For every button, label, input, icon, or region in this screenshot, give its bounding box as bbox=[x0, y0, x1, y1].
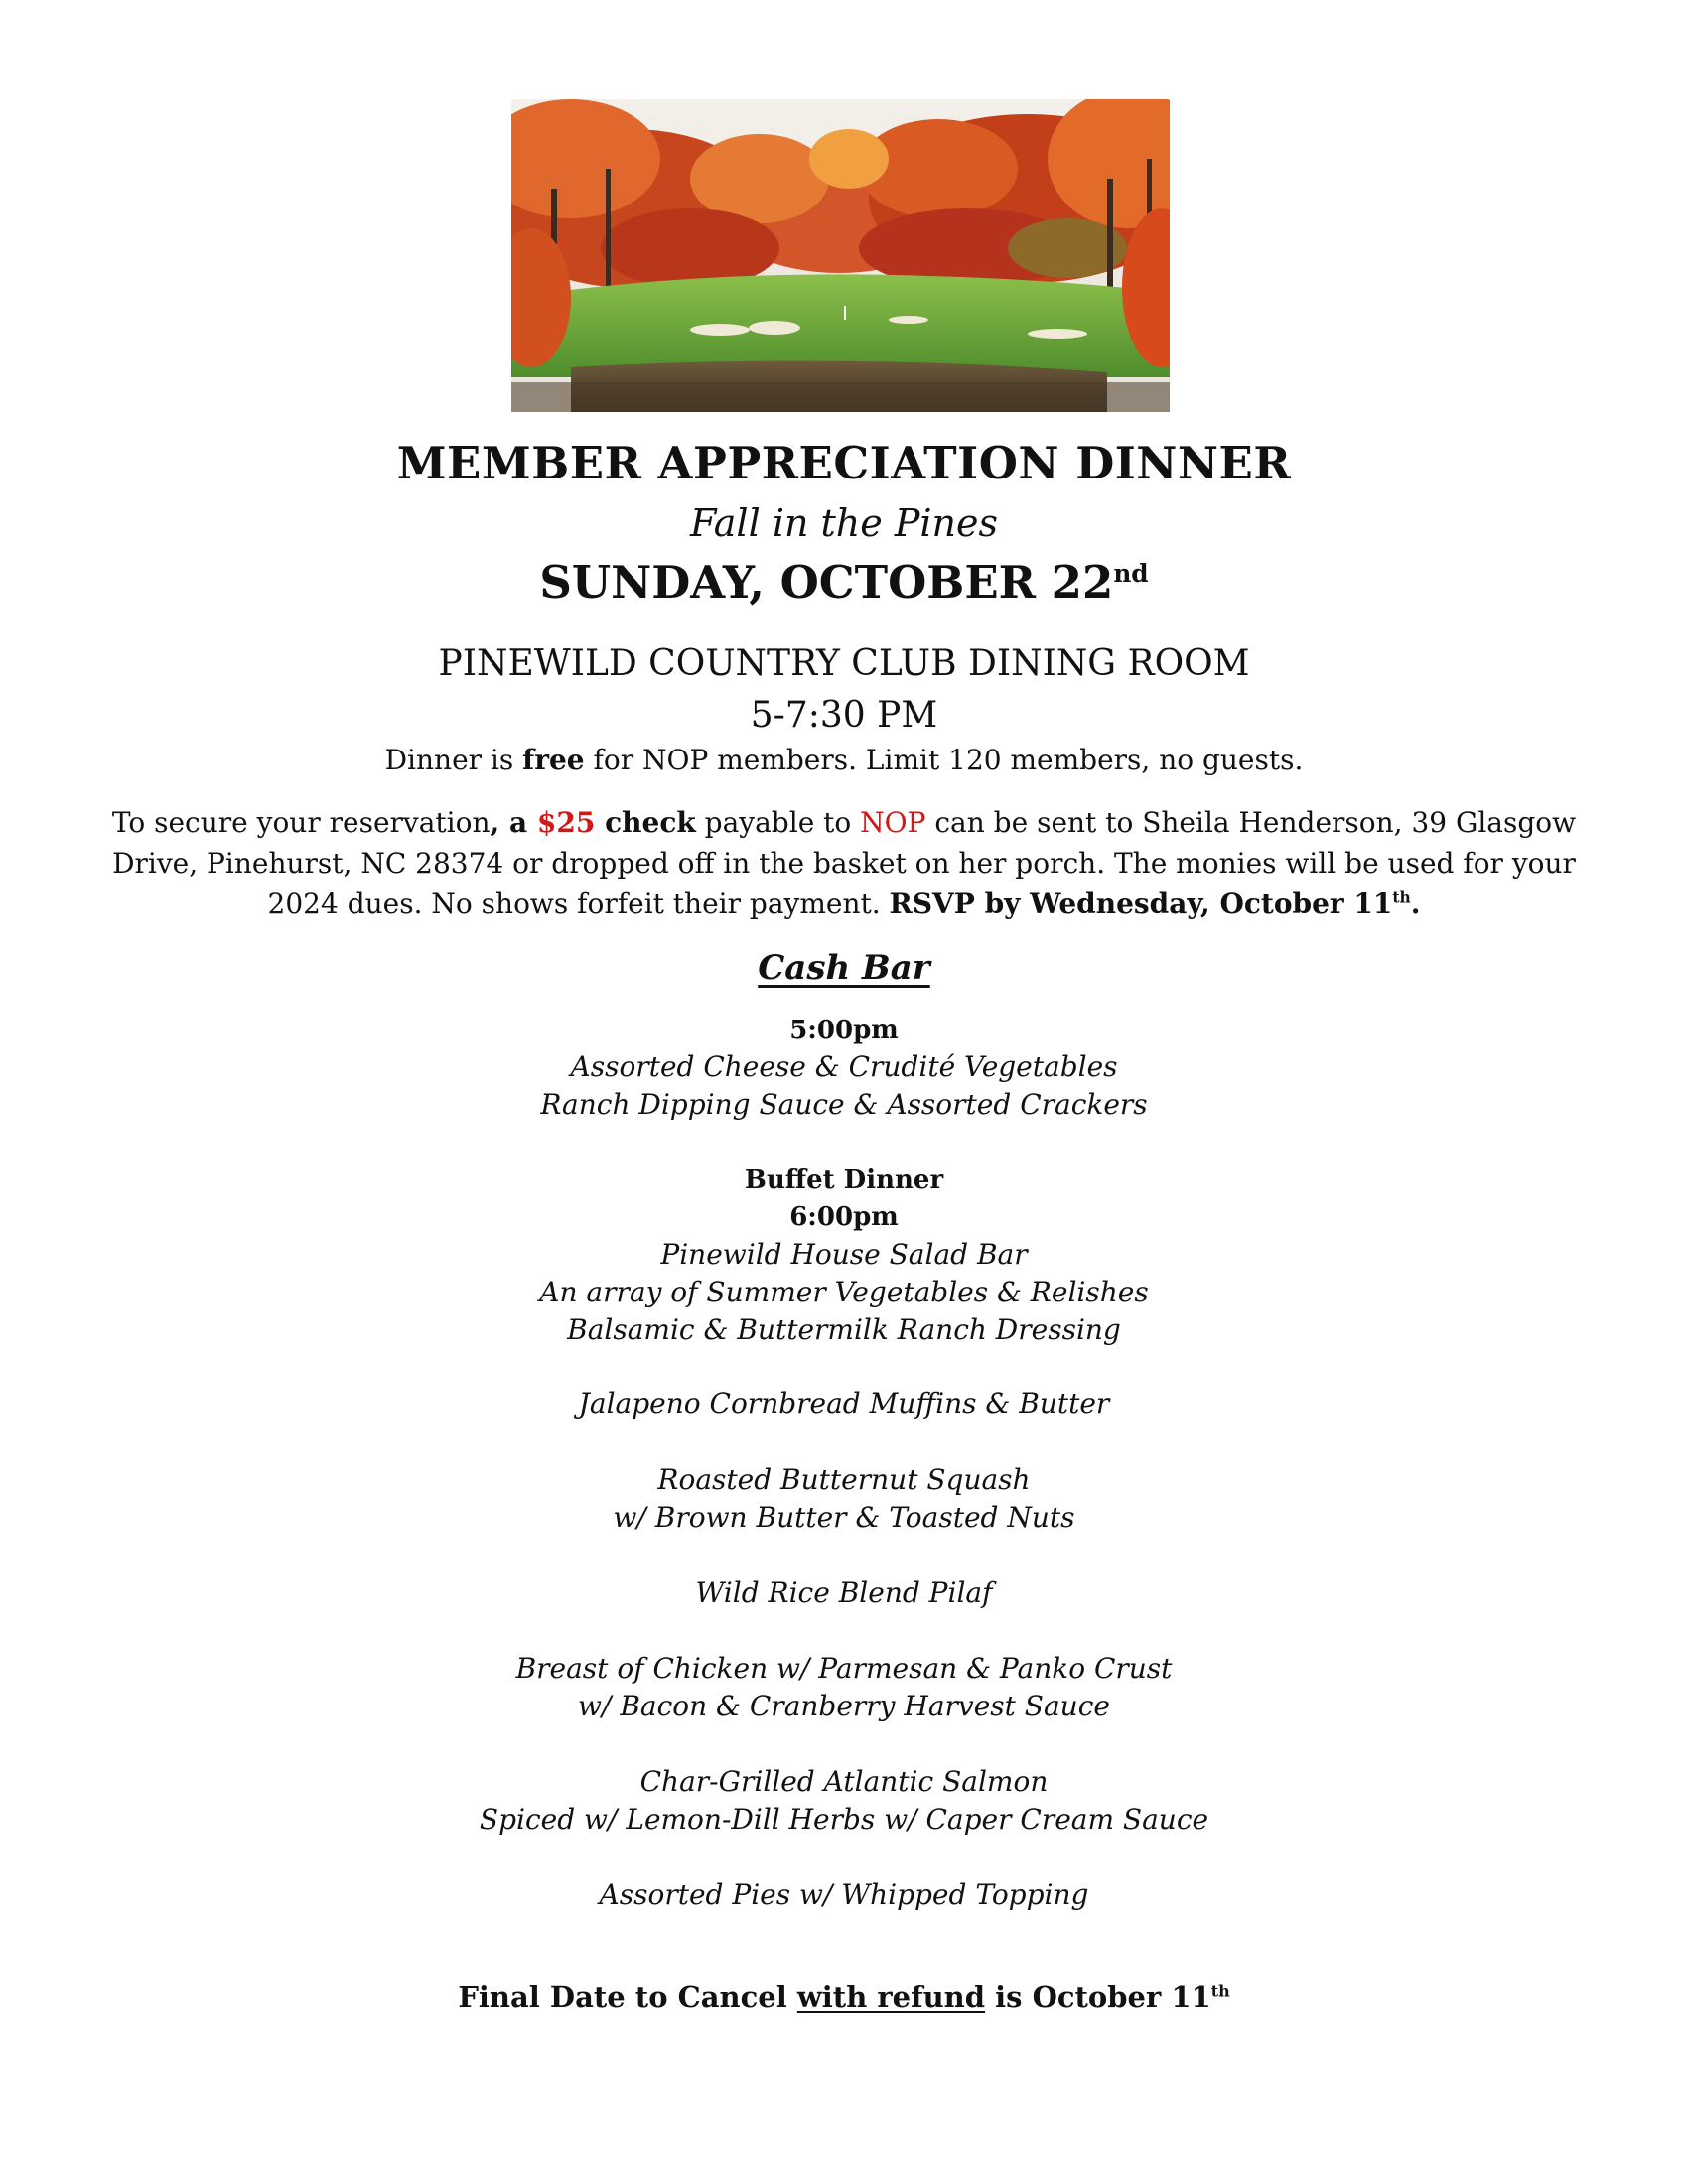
event-time: 5-7:30 PM bbox=[750, 695, 938, 736]
rsvp-end: . bbox=[1410, 887, 1421, 920]
menu-item: w/ Bacon & Cranberry Harvest Sauce bbox=[578, 1690, 1110, 1722]
footer-text-2: is October 11 bbox=[985, 1980, 1211, 2014]
venue-name: PINEWILD COUNTRY CLUB DINING ROOM bbox=[438, 643, 1250, 684]
reservation-text-5: can be sent to Sheila Henderson, 39 Glasgow Drive, Pinehurst, NC 28374 or dropped off in the basket on her porch. The monies will be used for your 2024 dues. No shows forfeit their payment. bbox=[112, 806, 1577, 920]
event-subtitle: Fall in the Pines bbox=[689, 501, 999, 545]
menu-item: Wild Rice Blend Pilaf bbox=[695, 1576, 993, 1609]
reservation-paragraph bbox=[109, 802, 1579, 924]
menu-item: Balsamic & Buttermilk Ranch Dressing bbox=[567, 1313, 1121, 1346]
event-date-text: SUNDAY, OCTOBER 22 bbox=[539, 556, 1114, 609]
menu-item: Assorted Cheese & Crudité Vegetables bbox=[570, 1050, 1118, 1083]
pricing-free: free bbox=[522, 744, 585, 776]
menu-item: Assorted Pies w/ Whipped Topping bbox=[599, 1878, 1089, 1911]
reservation-check: check bbox=[595, 806, 696, 839]
reservation-text-4: payable to bbox=[695, 806, 861, 839]
autumn-golf-course-image bbox=[511, 99, 1170, 412]
menu-item: w/ Brown Butter & Toasted Nuts bbox=[613, 1501, 1075, 1534]
reservation-text-1: To secure your reservation bbox=[111, 806, 491, 839]
reservation-text-2: , a bbox=[490, 806, 537, 839]
menu-item: Pinewild House Salad Bar bbox=[660, 1238, 1028, 1271]
appetizer-time: 5:00pm bbox=[789, 1016, 899, 1045]
reservation-amount: $25 bbox=[536, 806, 596, 839]
menu-item: Ranch Dipping Sauce & Assorted Crackers bbox=[540, 1088, 1148, 1121]
event-date bbox=[0, 556, 1688, 609]
reservation-payee: NOP bbox=[860, 806, 926, 839]
footer-refund: with refund bbox=[796, 1980, 986, 2014]
rsvp-deadline: RSVP by Wednesday, October 11 bbox=[889, 887, 1393, 920]
cash-bar-heading: Cash Bar bbox=[758, 948, 930, 988]
footer-text-1: Final Date to Cancel bbox=[458, 1980, 797, 2014]
pricing-text-2: for NOP members. Limit 120 members, no guests. bbox=[584, 744, 1304, 776]
event-title: MEMBER APPRECIATION DINNER bbox=[396, 437, 1292, 489]
menu-item: Roasted Butternut Squash bbox=[657, 1463, 1031, 1496]
pricing-line bbox=[0, 744, 1688, 776]
menu-item: Char-Grilled Atlantic Salmon bbox=[639, 1765, 1049, 1798]
rsvp-suffix: th bbox=[1392, 888, 1411, 907]
pricing-text-1: Dinner is bbox=[384, 744, 523, 776]
menu-item: An array of Summer Vegetables & Relishes bbox=[539, 1276, 1149, 1308]
cancellation-notice bbox=[0, 1980, 1688, 2014]
menu-item: Jalapeno Cornbread Muffins & Butter bbox=[578, 1387, 1110, 1420]
footer-suffix: th bbox=[1210, 1981, 1230, 2001]
event-date-suffix: nd bbox=[1113, 559, 1149, 588]
menu-item: Breast of Chicken w/ Parmesan & Panko Crust bbox=[515, 1652, 1173, 1685]
buffet-title: Buffet Dinner bbox=[744, 1165, 944, 1195]
buffet-time: 6:00pm bbox=[789, 1202, 899, 1232]
menu-item: Spiced w/ Lemon-Dill Herbs w/ Caper Cream Sauce bbox=[479, 1803, 1209, 1836]
